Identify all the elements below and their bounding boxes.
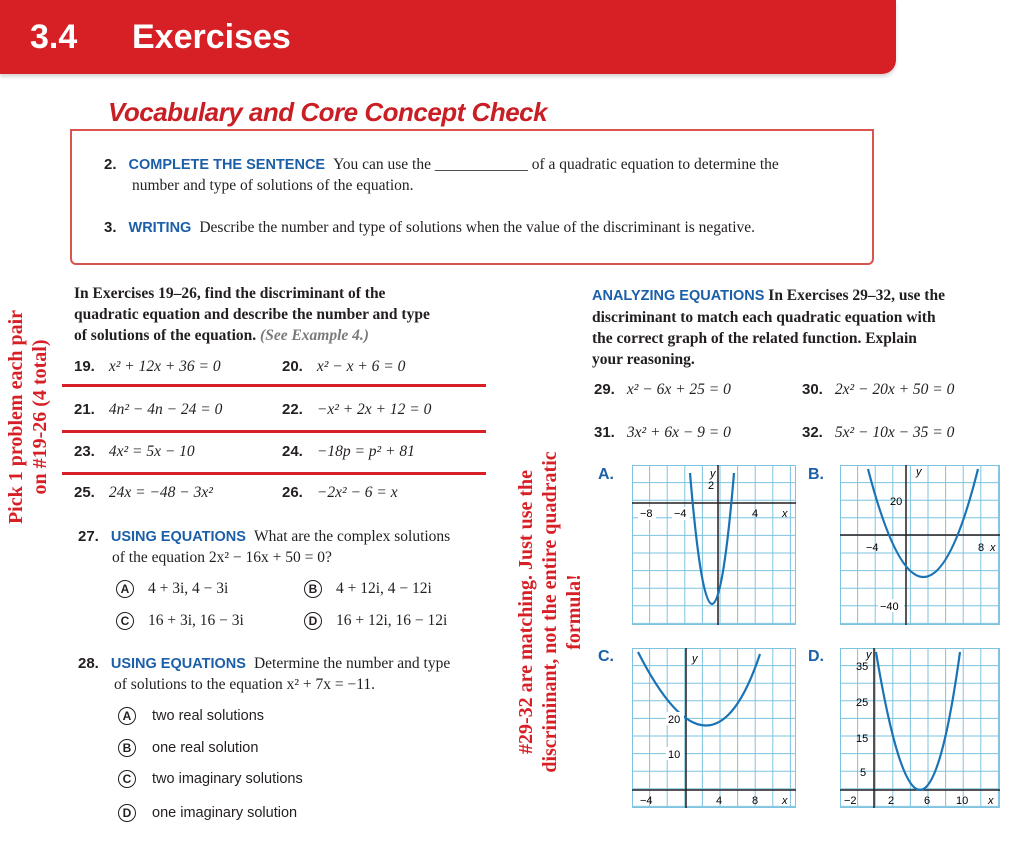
axis-label-y: y [916, 466, 922, 478]
problem-number: 29. [594, 381, 615, 398]
tick-label: 25 [856, 697, 869, 709]
choice-text: one imaginary solution [152, 805, 298, 821]
vocab-item-2-line2: number and type of solutions of the equation. [132, 177, 414, 194]
problem-text: Determine the number and type [253, 655, 451, 672]
instructions-line: your reasoning. [592, 351, 695, 368]
item-text: Describe the number and type of solutions when the value of the discriminant is negative. [199, 219, 756, 236]
graph-label-a: A. [598, 466, 614, 483]
choice-bubble[interactable]: A [116, 580, 134, 598]
choice-text: two real solutions [152, 708, 265, 724]
problem-keyword: ANALYZING EQUATIONS [592, 288, 765, 304]
item-keyword: WRITING [128, 220, 192, 236]
choice-bubble[interactable]: B [304, 580, 322, 598]
tick-label: 15 [856, 733, 869, 745]
handdrawn-divider [62, 384, 486, 387]
problem-19 [74, 358, 221, 376]
section-number: 3.4 [30, 18, 78, 56]
problem-31 [594, 424, 731, 442]
tick-label: 8 [978, 542, 985, 554]
graph-label-b: B. [808, 466, 824, 483]
choice-bubble[interactable]: C [118, 770, 136, 788]
tick-label: 6 [924, 795, 931, 807]
note-line: on #19-26 (4 total) [29, 339, 51, 495]
section-title: Exercises [132, 18, 291, 56]
tick-label: −4 [674, 508, 687, 520]
problem-keyword: USING EQUATIONS [110, 529, 246, 545]
problem-24 [282, 443, 415, 461]
tick-label: 4 [716, 795, 723, 807]
choice-27-a[interactable] [116, 580, 228, 598]
handdrawn-divider [62, 430, 486, 433]
graph-label-c: C. [598, 648, 614, 665]
problem-26 [282, 484, 398, 502]
problem-equation: 4x² = 5x − 10 [108, 443, 195, 460]
problem-equation: 3x² + 6x − 9 = 0 [626, 424, 731, 441]
problem-equation: x² + 12x + 36 = 0 [108, 358, 221, 375]
tick-label: 10 [668, 749, 681, 761]
problem-equation: 4n² − 4n − 24 = 0 [108, 401, 223, 418]
vocab-box [70, 129, 874, 265]
tick-label: 20 [890, 496, 903, 508]
problem-equation: 2x² − 20x + 50 = 0 [834, 381, 955, 398]
problem-23 [74, 443, 195, 461]
choice-27-b[interactable] [304, 580, 432, 598]
note-line: Pick 1 problem each pair [5, 309, 27, 525]
choice-28-a[interactable] [118, 707, 264, 725]
choice-28-c[interactable] [118, 770, 303, 788]
problem-number: 26. [282, 484, 303, 501]
tick-label: −8 [640, 508, 653, 520]
problem-text: What are the complex solutions [253, 528, 451, 545]
graph-a [632, 465, 796, 625]
vocab-title: Vocabulary and Core Concept Check [100, 97, 555, 128]
handdrawn-divider [62, 472, 486, 475]
see-example-link[interactable]: (See Example 4.) [260, 327, 369, 344]
axis-label-y: y [866, 649, 872, 661]
handwritten-note-middle [514, 442, 586, 782]
axis-label-x: x [990, 542, 996, 554]
axis-label-x: x [782, 508, 788, 520]
problem-number: 22. [282, 401, 303, 418]
problem-number: 24. [282, 443, 303, 460]
graph-label-d: D. [808, 648, 824, 665]
grid [840, 465, 1000, 625]
problem-29 [594, 381, 731, 399]
choice-text: one real solution [152, 740, 259, 756]
tick-label: 2 [708, 480, 715, 492]
parabola-curve [876, 652, 960, 790]
problem-text: of the equation 2x² − 16x + 50 = 0? [112, 549, 332, 566]
tick-label: 5 [860, 767, 867, 779]
instructions-line: the correct graph of the related function. Explain [592, 330, 917, 347]
choice-text: 16 + 12i, 16 − 12i [336, 612, 448, 629]
instructions-line: discriminant to match each quadratic equation with [592, 309, 936, 326]
problem-number: 28. [78, 655, 99, 672]
problem-equation: −x² + 2x + 12 = 0 [316, 401, 432, 418]
problem-number: 32. [802, 424, 823, 441]
problem-32 [802, 424, 954, 442]
choice-bubble[interactable]: B [118, 739, 136, 757]
problem-equation: x² − x + 6 = 0 [316, 358, 406, 375]
instructions-line: In Exercises 29–32, use the [768, 287, 945, 304]
instructions-line: In Exercises 19–26, find the discriminant of the [74, 285, 386, 302]
problem-equation: −18p = p² + 81 [316, 443, 415, 460]
choice-bubble[interactable]: A [118, 707, 136, 725]
choice-bubble[interactable]: C [116, 612, 134, 630]
choice-27-c[interactable] [116, 612, 244, 630]
problem-number: 19. [74, 358, 95, 375]
axis-label-y: y [710, 468, 716, 480]
problem-equation: 5x² − 10x − 35 = 0 [834, 424, 955, 441]
tick-label: 10 [956, 795, 969, 807]
problem-number: 27. [78, 528, 99, 545]
choice-27-d[interactable] [304, 612, 447, 630]
tick-label: −4 [640, 795, 653, 807]
choice-28-b[interactable] [118, 739, 258, 757]
exercises-19-26-instructions [74, 283, 430, 346]
instructions-line: of solutions of the equation. [74, 327, 257, 344]
vocab-item-3 [104, 219, 755, 237]
grid-border [841, 466, 1000, 625]
grid-border [633, 649, 796, 808]
tick-label: −2 [844, 795, 857, 807]
note-line: #29-32 are matching. Just use the [515, 469, 537, 755]
problem-number: 31. [594, 424, 615, 441]
choice-text: 4 + 12i, 4 − 12i [336, 580, 432, 597]
axis-label-x: x [782, 795, 788, 807]
problem-number: 25. [74, 484, 95, 501]
problem-number: 21. [74, 401, 95, 418]
problem-28 [78, 655, 450, 673]
problem-number: 30. [802, 381, 823, 398]
problem-27 [78, 528, 450, 546]
tick-label: −40 [880, 601, 899, 613]
parabola-curve [868, 469, 978, 577]
choice-text: 4 + 3i, 4 − 3i [148, 580, 229, 597]
tick-label: −4 [866, 542, 879, 554]
tick-label: 20 [668, 714, 681, 726]
choice-text: two imaginary solutions [152, 771, 303, 787]
note-line: discriminant, not the entire quadratic [539, 451, 561, 773]
grid [632, 648, 796, 808]
problem-number: 20. [282, 358, 303, 375]
problem-25 [74, 484, 213, 502]
handwritten-note-left [4, 292, 52, 542]
tick-label: 35 [856, 661, 869, 673]
graph-d [840, 648, 1000, 808]
problem-20 [282, 358, 405, 376]
axis-label-x: x [988, 795, 994, 807]
graph-b [840, 465, 1000, 625]
problem-text: of solutions to the equation x² + 7x = −11. [114, 676, 376, 693]
item-text: You can use the ____________ of a quadratic equation to determine the [333, 156, 779, 173]
problem-21 [74, 401, 222, 419]
parabola-curve [690, 473, 734, 604]
graph-c [632, 648, 796, 808]
problem-keyword: USING EQUATIONS [110, 656, 246, 672]
choice-text: 16 + 3i, 16 − 3i [148, 612, 244, 629]
parabola-curve [638, 652, 760, 726]
item-number: 3. [104, 219, 117, 236]
instructions-line: quadratic equation and describe the number and type [74, 306, 430, 323]
exercises-29-32-instructions [592, 285, 1002, 370]
choice-bubble[interactable]: D [304, 612, 322, 630]
problem-equation: 24x = −48 − 3x² [108, 484, 213, 501]
choice-28-d[interactable] [118, 804, 297, 822]
choice-bubble[interactable]: D [118, 804, 136, 822]
item-number: 2. [104, 156, 117, 173]
tick-label: 2 [888, 795, 895, 807]
problem-number: 23. [74, 443, 95, 460]
item-keyword: COMPLETE THE SENTENCE [128, 157, 326, 173]
problem-22 [282, 401, 431, 419]
problem-equation: x² − 6x + 25 = 0 [626, 381, 731, 398]
vocab-item-2 [104, 156, 779, 174]
axis-label-y: y [692, 653, 698, 665]
tick-label: 8 [752, 795, 759, 807]
tick-label: 4 [752, 508, 759, 520]
problem-equation: −2x² − 6 = x [316, 484, 398, 501]
problem-30 [802, 381, 954, 399]
note-line: formula! [563, 574, 585, 650]
